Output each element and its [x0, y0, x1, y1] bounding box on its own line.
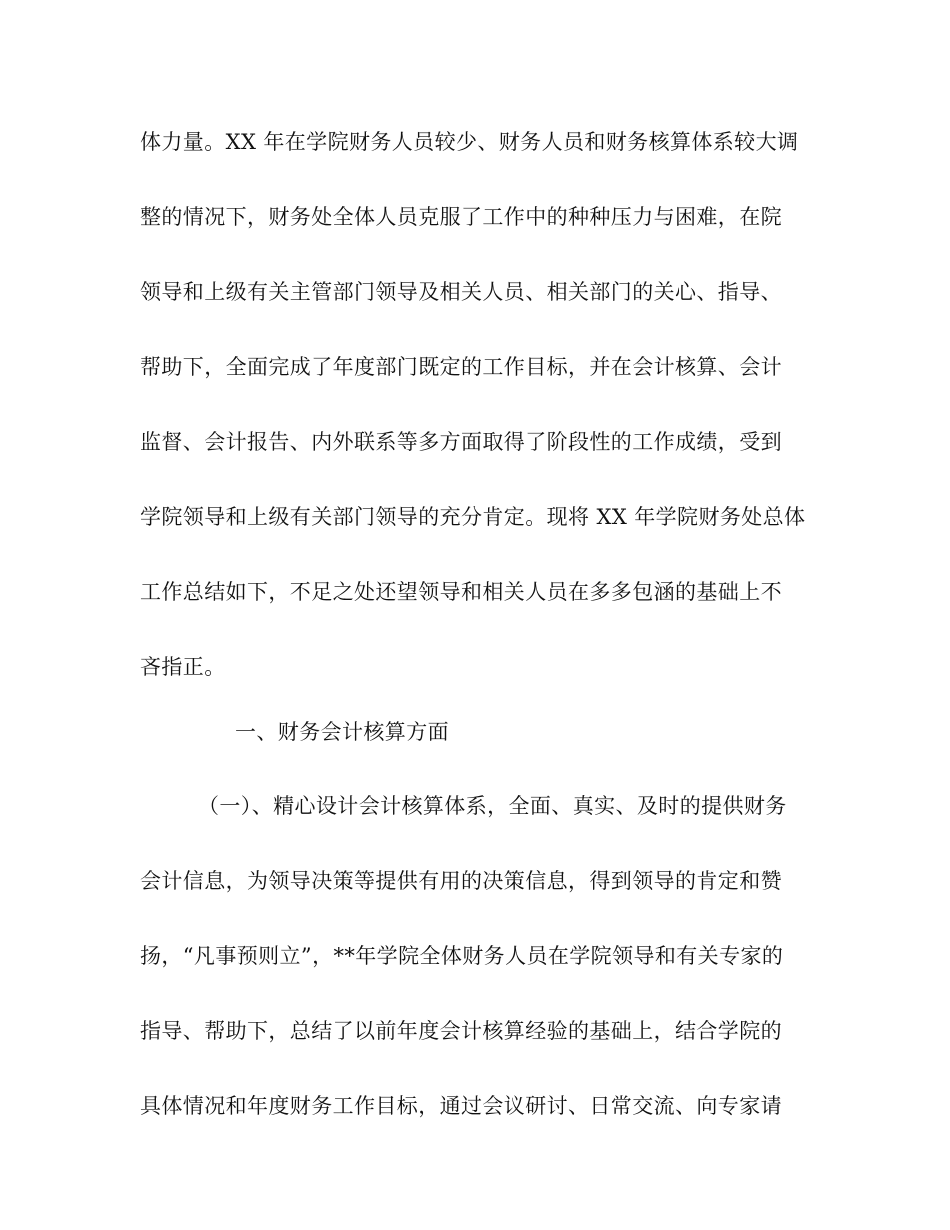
paragraph-1-line-5: 监督、会计报告、内外联系等多方面取得了阶段性的工作成绩，受到: [140, 430, 782, 454]
paragraph-2-line-2: 会计信息，为领导决策等提供有用的决策信息，得到领导的肯定和赞: [140, 869, 782, 893]
paragraph-1-line-8: 吝指正。: [140, 655, 226, 679]
paragraph-1-line-4: 帮助下，全面完成了年度部门既定的工作目标，并在会计核算、会计: [140, 355, 782, 379]
paragraph-2-line-4: 指导、帮助下，总结了以前年度会计核算经验的基础上，结合学院的: [140, 1019, 782, 1043]
paragraph-1-line-7: 工作总结如下，不足之处还望领导和相关人员在多多包涵的基础上不: [140, 580, 782, 604]
paragraph-2-line-5: 具体情况和年度财务工作目标，通过会议研讨、日常交流、向专家请: [140, 1094, 782, 1118]
section-heading: 一、财务会计核算方面: [235, 720, 449, 744]
paragraph-1-line-6: 学院领导和上级有关部门领导的充分肯定。现将 XX 年学院财务处总体: [140, 505, 806, 529]
paragraph-1-line-1: 体力量。XX 年在学院财务人员较少、财务人员和财务核算体系较大调: [140, 130, 799, 154]
paragraph-2-line-3: 扬，“凡事预则立”，**年学院全体财务人员在学院领导和有关专家的: [140, 944, 784, 968]
paragraph-1-line-3: 领导和上级有关主管部门领导及相关人员、相关部门的关心、指导、: [140, 280, 782, 304]
paragraph-1-line-2: 整的情况下，财务处全体人员克服了工作中的种种压力与困难，在院: [140, 205, 782, 229]
paragraph-2-line-1: （一）、精心设计会计核算体系，全面、真实、及时的提供财务: [198, 794, 787, 818]
